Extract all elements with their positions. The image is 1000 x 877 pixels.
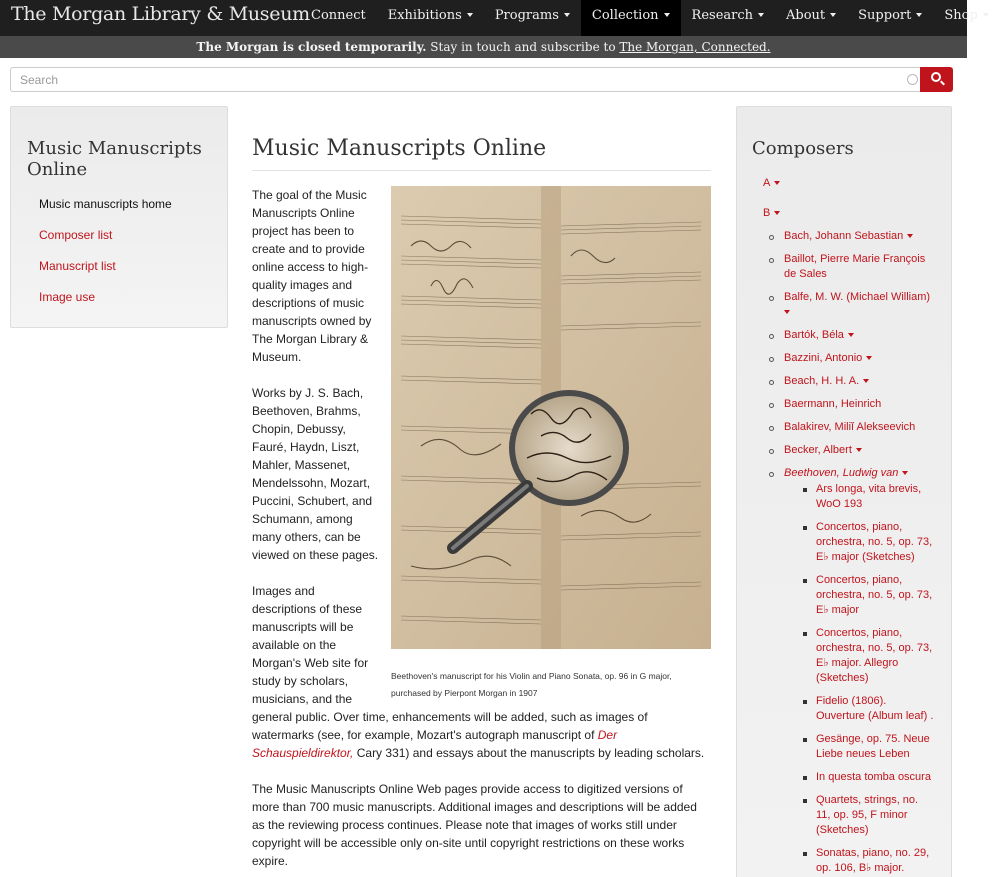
list-bullet	[769, 334, 774, 339]
letter-label: B	[763, 207, 771, 219]
list-bullet	[803, 852, 807, 856]
caret-down-icon	[830, 13, 836, 17]
composer-baillot[interactable]	[784, 252, 925, 282]
work-line: Liebe neues Leben	[816, 748, 910, 760]
list-bullet	[769, 296, 774, 301]
notice-text: Stay in touch and subscribe to	[426, 40, 620, 54]
work-line: Ars longa, vita brevis,	[816, 483, 922, 495]
sidebar-item-image-use[interactable]: Image use	[39, 290, 96, 304]
work-line: E♭ major. Allegro	[816, 657, 899, 669]
top-nav-bar	[0, 0, 978, 36]
sidebar-title: Music Manuscripts Online	[27, 138, 202, 180]
text-line: Schumann, among	[252, 512, 353, 526]
composer-bartok[interactable]	[784, 328, 854, 343]
work-line: E♭ major (Sketches)	[816, 551, 915, 563]
text-line: manuscripts will be	[252, 620, 354, 634]
text-line: quality images and	[252, 278, 353, 292]
composer-name: Beach, H. H. A.	[784, 375, 860, 387]
nav-collection[interactable]	[581, 0, 681, 36]
work-line: op. 106, B♭ major.	[816, 862, 905, 874]
caret-down-icon	[758, 13, 764, 17]
caret-down-icon	[774, 211, 780, 215]
caption-line: Beethoven's manuscript for his Violin and Piano Sonata, op. 96 in G major,	[391, 671, 672, 681]
composer-name: Bach, Johann Sebastian	[784, 230, 904, 242]
text-line: as the reviewing process continues. Please note that images of works still under	[252, 818, 677, 832]
notice-bold-text: The Morgan is closed temporarily.	[196, 40, 427, 54]
title-divider	[252, 170, 711, 171]
list-bullet	[769, 403, 774, 408]
search-button[interactable]	[920, 67, 953, 92]
letter-b-toggle[interactable]	[763, 206, 780, 221]
sidebar-item-manuscript-list[interactable]: Manuscript list	[39, 259, 116, 273]
text-line: descriptions of music	[252, 296, 365, 310]
sidebar-item-composer-list[interactable]: Composer list	[39, 228, 113, 242]
text-line: study by scholars,	[252, 674, 349, 688]
caret-down-icon	[467, 13, 473, 17]
work-fidelio[interactable]	[816, 694, 933, 724]
text-line: descriptions of these	[252, 602, 363, 616]
caret-down-icon	[902, 471, 908, 475]
text-line: Beethoven, Brahms,	[252, 404, 361, 418]
text-line: project has been to	[252, 224, 355, 238]
caret-down-icon	[848, 333, 854, 337]
text-line: more than 700 music manuscripts. Additional images and descriptions will be added	[252, 800, 697, 814]
text-line: manuscripts owned by	[252, 314, 372, 328]
image-caption	[391, 668, 711, 702]
text-line: online access to high-	[252, 260, 369, 274]
list-bullet	[769, 472, 774, 477]
text-line	[252, 744, 704, 762]
closure-notice-banner	[0, 36, 967, 58]
text-line: The goal of the Music	[252, 188, 367, 202]
caret-down-icon	[866, 356, 872, 360]
list-bullet	[803, 526, 807, 530]
brand-logo[interactable]: The Morgan Library & Museum	[11, 3, 310, 25]
composer-balfe[interactable]	[784, 290, 930, 320]
list-bullet	[769, 449, 774, 454]
text-line: musicians, and the	[252, 692, 353, 706]
caret-down-icon	[856, 448, 862, 452]
caret-down-icon	[916, 13, 922, 17]
newsletter-link[interactable]: The Morgan, Connected.	[619, 40, 771, 54]
main-nav	[300, 0, 1000, 36]
text-line: The Morgan Library &	[252, 332, 369, 346]
composer-bach[interactable]	[784, 229, 913, 244]
search-input[interactable]	[11, 68, 891, 91]
caret-down-icon	[564, 13, 570, 17]
work-concerto-5-allegro[interactable]	[816, 626, 932, 686]
caret-down-icon	[863, 379, 869, 383]
nav-label: Connect	[311, 8, 366, 23]
nav-label: Shop	[944, 8, 978, 23]
caret-down-icon	[784, 310, 790, 314]
text-line: create and to provide	[252, 242, 365, 256]
caret-row	[784, 305, 930, 320]
text-line: many others, can be	[252, 530, 361, 544]
composers-title: Composers	[752, 138, 854, 159]
nav-programs[interactable]	[484, 0, 581, 36]
text-fragment: Cary 331) and essays about the manuscripts by leading scholars.	[353, 746, 705, 760]
list-bullet	[803, 738, 807, 742]
nav-connect[interactable]	[300, 0, 377, 36]
nav-label: Programs	[494, 8, 559, 23]
work-line: Concertos, piano,	[816, 521, 903, 533]
work-line: 11, op. 95, F minor	[816, 809, 908, 821]
work-line: (Sketches)	[816, 824, 869, 836]
composer-balakirev[interactable]: Balakirev, Miliĭ Alekseevich	[784, 421, 916, 433]
text-fragment: watermarks (see, for example, Mozart's autograph manuscript of	[252, 728, 598, 742]
text-line: Puccini, Schubert, and	[252, 494, 373, 508]
nav-label: Support	[858, 8, 912, 23]
intro-paragraph	[252, 186, 371, 366]
list-bullet	[769, 380, 774, 385]
composer-name: Beethoven, Ludwig van	[784, 467, 899, 479]
page-title: Music Manuscripts Online	[252, 136, 547, 161]
list-bullet	[803, 579, 807, 583]
caret-down-icon	[983, 13, 989, 17]
nav-label: Collection	[591, 8, 659, 23]
work-line: E♭ major	[816, 604, 860, 616]
text-line: general public. Over time, enhancements will be added, such as images of	[252, 710, 648, 724]
work-line: orchestra, no. 5, op. 73,	[816, 536, 933, 548]
list-bullet	[769, 235, 774, 240]
text-line: expire.	[252, 854, 289, 868]
nav-shop[interactable]	[933, 0, 999, 36]
list-bullet	[769, 426, 774, 431]
composer-name: Balfe, M. W. (Michael William)	[784, 291, 931, 303]
work-sonata-29[interactable]	[816, 846, 929, 876]
text-line: Fauré, Haydn, Liszt,	[252, 440, 360, 454]
text-line: Manuscripts Online	[252, 206, 355, 220]
work-line: Ouverture (Album leaf) .	[816, 710, 934, 722]
letter-label: A	[763, 177, 771, 189]
der-schauspieldirektor-link[interactable]: Der	[597, 728, 618, 742]
text-line: copyright will be accessible only on-site until copyright restrictions on these works	[252, 836, 685, 850]
search-icon	[931, 72, 941, 82]
caret-down-icon	[664, 13, 670, 17]
composer-name-line: Baillot, Pierre Marie François	[784, 253, 926, 265]
nav-label: Research	[691, 8, 754, 23]
composer-beethoven[interactable]	[784, 466, 908, 481]
text-line: Works by J. S. Bach,	[252, 386, 364, 400]
composer-becker[interactable]	[784, 443, 862, 458]
text-line: available on the	[252, 638, 337, 652]
composer-name-line: de Sales	[784, 268, 827, 280]
list-bullet	[803, 776, 807, 780]
nav-research[interactable]	[681, 0, 775, 36]
sidebar-item-home[interactable]: Music manuscripts home	[39, 197, 172, 211]
work-line: Concertos, piano,	[816, 627, 903, 639]
composer-name: Becker, Albert	[784, 444, 852, 456]
list-bullet	[803, 488, 807, 492]
work-quartet-11[interactable]	[816, 793, 918, 838]
text-line	[252, 726, 704, 744]
text-line: viewed on these pages.	[252, 548, 379, 562]
search-box	[10, 67, 920, 92]
list-bullet	[803, 632, 807, 636]
caret-down-icon	[774, 181, 780, 185]
work-line: Gesänge, op. 75. Neue	[816, 733, 930, 745]
work-concerto-5-sketches[interactable]	[816, 520, 932, 565]
nav-label: Exhibitions	[387, 8, 462, 23]
composer-name: Bazzini, Antonio	[784, 352, 863, 364]
text-line: Chopin, Debussy,	[252, 422, 346, 436]
work-line: Concertos, piano,	[816, 574, 903, 586]
nav-support[interactable]	[847, 0, 933, 36]
work-concerto-5[interactable]	[816, 573, 932, 618]
work-ars-longa[interactable]	[816, 482, 921, 512]
composer-beach[interactable]	[784, 374, 869, 389]
work-line: WoO 193	[816, 498, 863, 510]
composer-baermann[interactable]: Baermann, Heinrich	[784, 398, 882, 410]
work-line: orchestra, no. 5, op. 73,	[816, 642, 933, 654]
list-bullet	[803, 700, 807, 704]
nav-exhibitions[interactable]	[377, 0, 484, 36]
composers-panel	[736, 106, 952, 877]
work-gesange-op75[interactable]	[816, 732, 930, 762]
nav-label: About	[786, 8, 826, 23]
composer-bazzini[interactable]	[784, 351, 872, 366]
text-line: Morgan's Web site for	[252, 656, 369, 670]
caret-down-icon	[907, 234, 913, 238]
work-line: Sonatas, piano, no. 29,	[816, 847, 930, 859]
letter-a-toggle[interactable]	[763, 176, 780, 191]
list-bullet	[769, 258, 774, 263]
text-line: The Music Manuscripts Online Web pages provide access to digitized versions of	[252, 782, 683, 796]
text-line: Museum.	[252, 350, 302, 364]
list-bullet	[769, 357, 774, 362]
text-line: Mahler, Massenet,	[252, 458, 351, 472]
der-schauspieldirektor-link[interactable]: Schauspieldirektor,	[252, 746, 354, 760]
work-line: (Sketches)	[816, 672, 869, 684]
manuscript-illustration	[391, 186, 711, 649]
manuscript-image	[391, 186, 711, 649]
access-paragraph	[252, 780, 697, 870]
clear-search-icon[interactable]	[907, 74, 918, 85]
sidebar-panel	[10, 106, 228, 328]
text-line: Images and	[252, 584, 315, 598]
work-line: Quartets, strings, no.	[816, 794, 919, 806]
list-bullet	[803, 799, 807, 803]
caption-line: purchased by Pierpont Morgan in 1907	[391, 688, 538, 698]
composers-paragraph	[252, 384, 378, 564]
composer-name: Bartók, Béla	[784, 329, 844, 341]
text-line: Mendelssohn, Mozart,	[252, 476, 371, 490]
work-line: Fidelio (1806).	[816, 695, 887, 707]
work-line: orchestra, no. 5, op. 73,	[816, 589, 933, 601]
work-in-questa-tomba[interactable]: In questa tomba oscura	[816, 771, 931, 783]
nav-about[interactable]	[775, 0, 847, 36]
